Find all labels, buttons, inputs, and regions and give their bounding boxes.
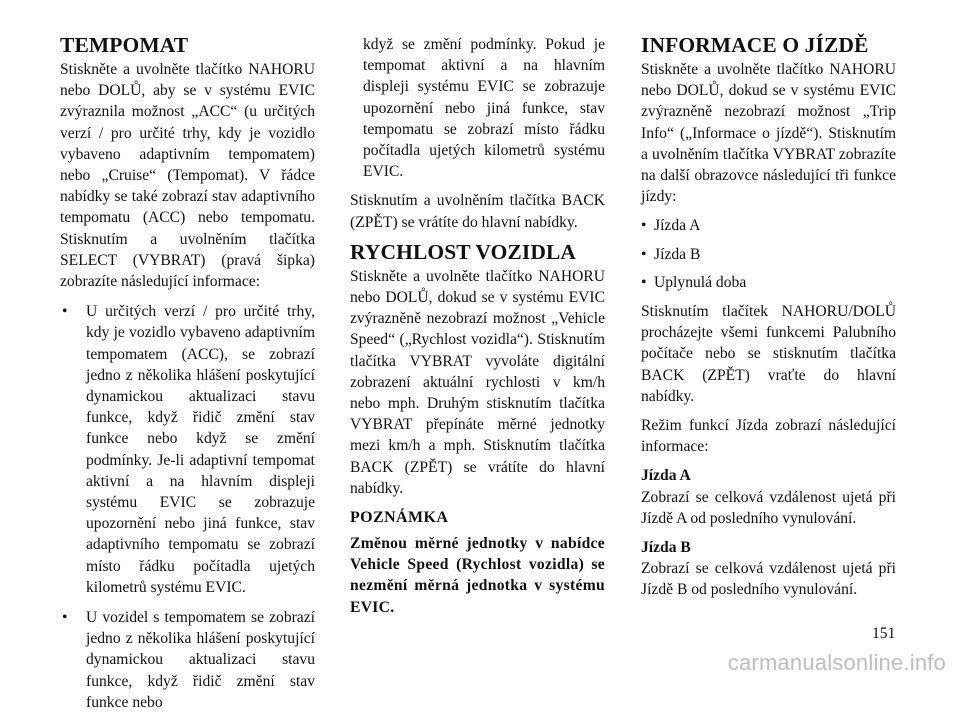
navigation-instruction: Stisknutím tlačítek NAHORU/DOLŮ procházejte všemi funkcemi Palubního počítače nebo se stisknutím tlačítka BACK (ZPĚT) vraťte do hlavní nabídky. (641, 303, 896, 405)
note-body: Změnou měrné jednotky v nabídce Vehicle Speed (Rychlost vozidla) se nezmění měrná jednotka v systému EVIC. (350, 535, 605, 616)
trip-item-b: • Jízda B (641, 244, 896, 265)
tempomat-continuation: když se změní podmínky. Pokud je tempomat aktivní a na hlavním displeji systému EVIC se zobrazuje upozornění nebo jiná funkce, stav tempomatu se zobrazí místo řádku počítadla ujetých kilometrů systému EVIC. (363, 36, 605, 181)
section-heading-rychlost: RYCHLOST VOZIDLA (350, 239, 577, 264)
tempomat-intro: Stiskněte a uvolněte tlačítko NAHORU nebo DOLŮ, aby se v systému EVIC zvýraznila možnost „ACC“ (u určitých verzí / pro určité trhy, kdy je vozidlo vybaveno adaptivním tempomatem) nebo „Cruise“ (Tempomat). V řádce nabídky se také zobrazí stav adaptivního tempomatu (ACC) nebo tempomatu. Stisknutím a uvolněním tlačítka SELECT (VYBRAT) (pravá šipka) zobrazíte následující informace: (60, 61, 315, 291)
trip-mode-text: Režim funkcí Jízda zobrazí následující informace: (641, 417, 896, 456)
informace-intro: Stiskněte a uvolněte tlačítko NAHORU nebo DOLŮ, dokud se v systému EVIC zvýrazněně nezobrazí možnost „Trip Info“ („Informace o jízdě“). Stisknutím a uvolněním tlačítka VYBRAT zobrazíte na další obrazovce následující tři funkce jízdy: (641, 61, 896, 206)
trip-item-elapsed: • Uplynulá doba (641, 272, 896, 293)
section-heading-informace: INFORMACE O JÍZDĚ (641, 33, 869, 57)
tempomat-bullet-list (60, 301, 315, 713)
note-heading: POZNÁMKA (350, 509, 449, 527)
trip-a-body: Zobrazí se celková vzdálenost ujetá při Jízdě A od posledního vynulování. (641, 488, 896, 527)
trip-b-body: Zobrazí se celková vzdálenost ujetá při Jízdě B od posledního vynulování. (641, 560, 896, 599)
tempomat-bullet-acc: • U určitých verzí / pro určité trhy, kdy je vozidlo vybaveno adaptivním tempomatem (ACC), se zobrazí jedno z několika hlášení poskytující dynamickou aktualizaci stavu funkce, když řidič změní stav funkce nebo když se změní podmínky. Je-li adaptivní tempomat aktivní a na hlavním displeji systému EVIC se zobrazuje upozornění nebo jiná funkce, stav adaptivního tempomatu se zobrazí místo řádku počítadla ujetých kilometrů systému EVIC. (60, 301, 315, 598)
trip-b-title: Jízda B (641, 539, 691, 557)
trip-function-list (641, 215, 896, 293)
column-right (641, 34, 896, 601)
tempomat-bullet-cruise: • U vozidel s tempomatem se zobrazí jedno z několika hlášení poskytující dynamickou aktualizaci stavu funkce, když řidič změní stav funkce nebo (60, 607, 315, 713)
page-number: 151 (872, 625, 896, 642)
watermark: carmanualsonline.info (727, 650, 946, 675)
column-left (60, 34, 315, 713)
section-heading-tempomat: TEMPOMAT (60, 33, 189, 57)
back-instruction: Stisknutím a uvolněním tlačítka BACK (ZPĚT) se vrátíte do hlavní nabídky. (350, 192, 605, 231)
trip-item-a: • Jízda A (641, 215, 896, 236)
rychlost-body: Stiskněte a uvolněte tlačítko NAHORU nebo DOLŮ, dokud se v systému EVIC zvýrazněně nezobrazí možnost „Vehicle Speed“ („Rychlost vozidla“). Stisknutím tlačítka VYBRAT vyvoláte digitální zobrazení aktuální rychlosti v km/h nebo mph. Druhým stisknutím tlačítka VYBRAT přepínáte měrné jednotky mezi km/h a mph. Stisknutím tlačítka BACK (ZPĚT) se vrátíte do hlavní nabídky. (350, 267, 605, 497)
trip-a-title: Jízda A (641, 467, 691, 485)
column-middle (350, 34, 605, 618)
